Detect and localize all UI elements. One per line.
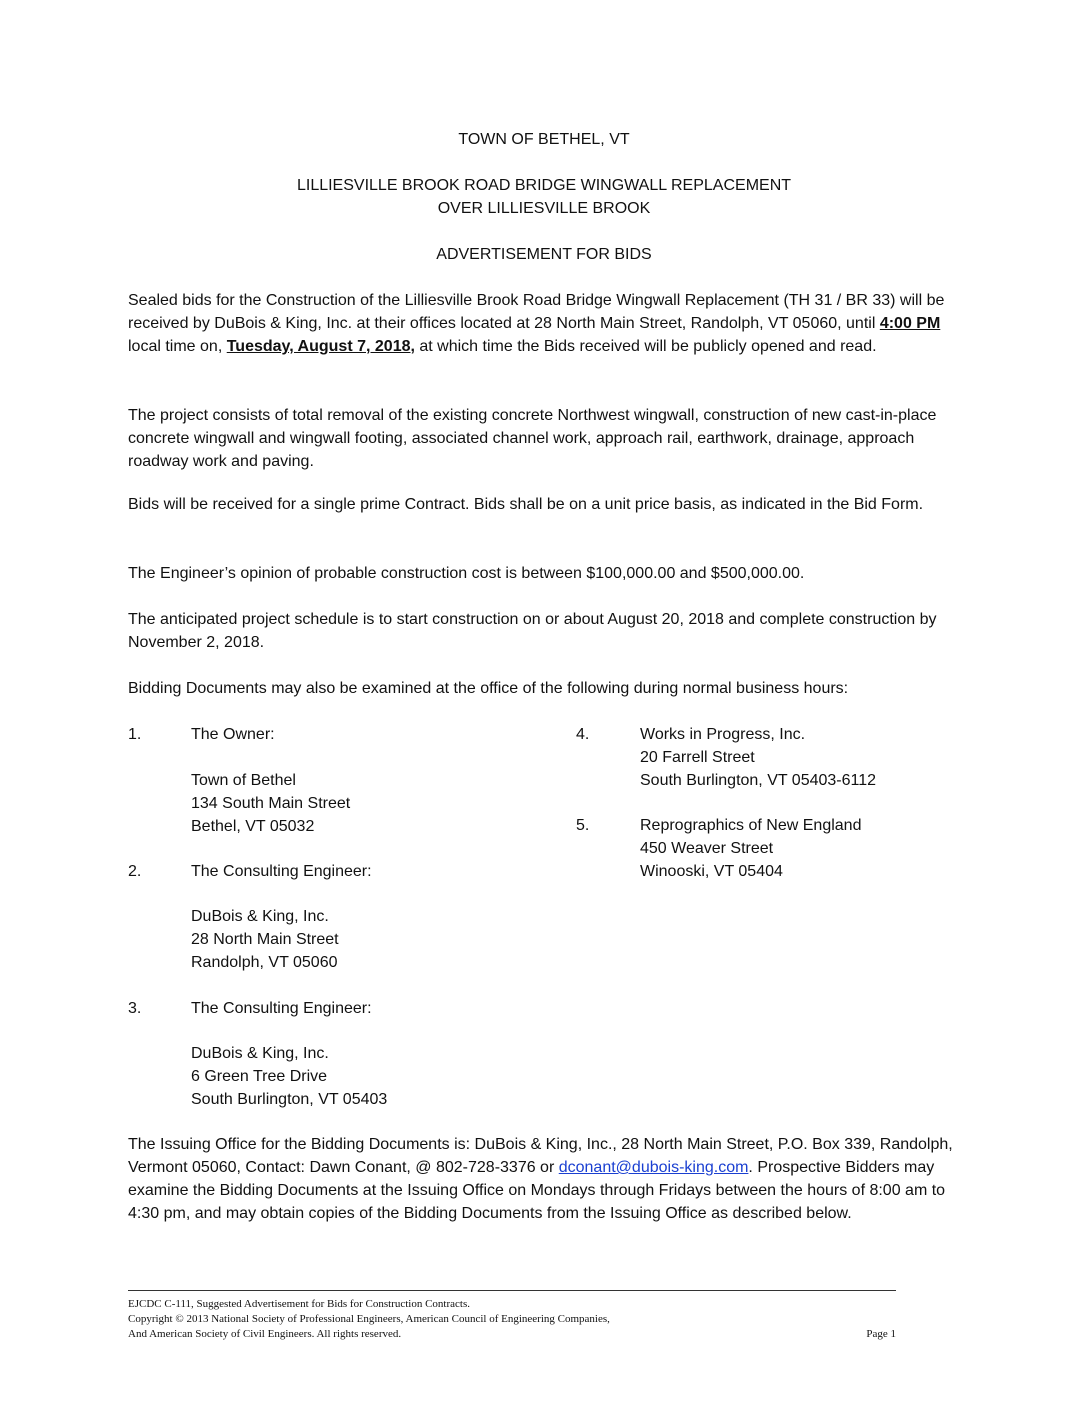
issuing-text-2: . Prospective Bidders may examine the Bidding Documents at the Issuing Office on Mondays through Fridays between the hours of 8:00 am to 4:30 pm, and may obtain copies of the Bidding Documents from the Issuing Office as described below. xyxy=(128,1159,946,1222)
footer-line3: And American Society of Civil Engineers. All rights reserved. xyxy=(128,1328,402,1340)
footer-line2: Copyright © 2013 National Society of Professional Engineers, American Council of Engineering Companies, xyxy=(128,1313,610,1325)
contract-paragraph: Bids will be received for a single prime Contract. Bids shall be on a unit price basis, as indicated in the Bid Form. xyxy=(128,496,924,513)
address-name: Reprographics of New England xyxy=(640,817,862,834)
location-label: The Owner: xyxy=(191,726,275,743)
address-name: Town of Bethel xyxy=(191,772,296,789)
bid-time: 4:00 PM xyxy=(879,315,941,332)
address-city: Winooski, VT 05404 xyxy=(640,863,783,880)
location-number: 5. xyxy=(576,817,590,834)
address-city: Bethel, VT 05032 xyxy=(191,818,315,835)
address-city: South Burlington, VT 05403 xyxy=(191,1091,388,1108)
issuing-text-1: The Issuing Office for the Bidding Documents is: DuBois & King, Inc., 28 North Main Street, P.O. Box 339, Randolph, Vermont 05060, Contact: Dawn Conant, @ 802-728-3376 or xyxy=(128,1136,953,1176)
examine-paragraph: Bidding Documents may also be examined at the office of the following during normal business hours: xyxy=(128,680,849,697)
location-label: The Consulting Engineer: xyxy=(191,1000,372,1017)
address-name: DuBois & King, Inc. xyxy=(191,908,329,925)
issuing-office-paragraph xyxy=(128,1133,958,1225)
bid-date: Tuesday, August 7, 2018, xyxy=(226,338,415,355)
location-address xyxy=(191,769,350,838)
contact-email-link[interactable]: dconant@dubois-king.com xyxy=(558,1159,749,1176)
location-number: 2. xyxy=(128,863,142,880)
location-label: The Consulting Engineer: xyxy=(191,863,372,880)
address-street: 6 Green Tree Drive xyxy=(191,1068,328,1085)
location-number: 4. xyxy=(576,726,590,743)
footer-line3-wrap xyxy=(128,1327,896,1341)
location-number: 3. xyxy=(128,1000,142,1017)
location-number: 1. xyxy=(128,726,142,743)
cost-paragraph: The Engineer’s opinion of probable construction cost is between $100,000.00 and $500,000.00. xyxy=(128,565,805,582)
address-street: 134 South Main Street xyxy=(191,795,351,812)
location-address xyxy=(640,814,861,883)
address-street: 28 North Main Street xyxy=(191,931,339,948)
location-address xyxy=(640,723,876,792)
address-street: 20 Farrell Street xyxy=(640,749,755,766)
intro-text-2: local time on, xyxy=(128,338,227,355)
footer-line1: EJCDC C-111, Suggested Advertisement for Bids for Construction Contracts. xyxy=(128,1298,470,1310)
scope-paragraph: The project consists of total removal of the existing concrete Northwest wingwall, construction of new cast-in-place concrete wingwall and wingwall footing, associated channel work, approach rail, earthwork, drainage, approach roadway work and paving. xyxy=(128,407,937,470)
address-street: 450 Weaver Street xyxy=(640,840,774,857)
footer-divider xyxy=(128,1290,896,1291)
schedule-paragraph: The anticipated project schedule is to start construction on or about August 20, 2018 and complete construction by November 2, 2018. xyxy=(128,611,937,651)
address-city: Randolph, VT 05060 xyxy=(191,954,338,971)
address-city: South Burlington, VT 05403-6112 xyxy=(640,772,877,789)
town-title: TOWN OF BETHEL, VT xyxy=(458,131,630,148)
address-name: Works in Progress, Inc. xyxy=(640,726,806,743)
intro-text-3: at which time the Bids received will be publicly opened and read. xyxy=(414,338,877,355)
location-address xyxy=(191,1042,387,1111)
project-title-line1: LILLIESVILLE BROOK ROAD BRIDGE WINGWALL REPLACEMENT xyxy=(296,177,792,194)
address-name: DuBois & King, Inc. xyxy=(191,1045,329,1062)
page-number: Page 1 xyxy=(866,1328,896,1340)
intro-text-1: Sealed bids for the Construction of the Lilliesville Brook Road Bridge Wingwall Replacement (TH 31 / BR 33) will be received by DuBois & King, Inc. at their offices located at 28 North Main Street, Randolph, VT 05060, until xyxy=(128,292,945,332)
project-title-line2: OVER LILLIESVILLE BROOK xyxy=(437,200,651,217)
section-heading: ADVERTISEMENT FOR BIDS xyxy=(436,246,652,263)
intro-paragraph xyxy=(128,289,958,358)
location-address xyxy=(191,905,339,974)
